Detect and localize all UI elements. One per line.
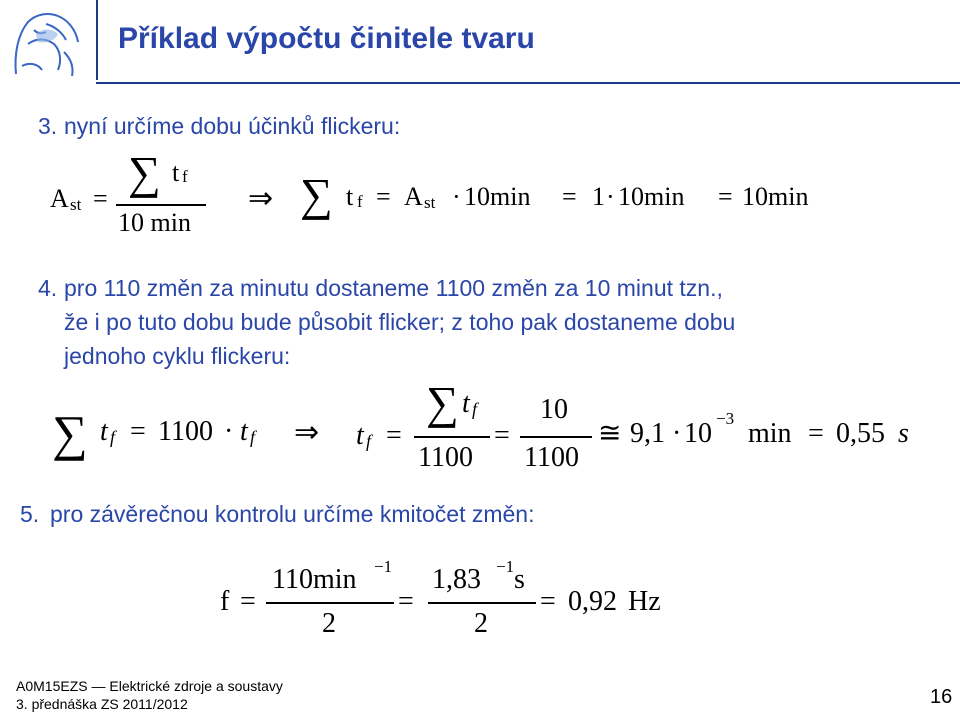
eq2-sub: f	[110, 427, 116, 447]
item-4-line-1: pro 110 změn za minutu dostaneme 1100 změn za 10 minut tzn.,	[64, 275, 723, 301]
eq2-dot: ·	[224, 416, 234, 447]
eq1-lhs-sub: st	[70, 195, 82, 214]
eq2-pow-exp: −3	[716, 409, 735, 428]
item-3-number: 3.	[38, 113, 58, 139]
eq1-r-v3: 10min	[742, 182, 809, 211]
eq2-eq4: =	[808, 418, 824, 449]
eq3-fr1-den: 2	[322, 608, 336, 639]
eq1-r-v1: 10min	[464, 182, 531, 211]
eq1-r-tsub: f	[357, 192, 363, 211]
item-4-number: 4.	[38, 275, 58, 301]
eq3-fr1-num: 110min	[272, 564, 357, 595]
eq2-unit: min	[748, 418, 792, 449]
eq1-r-v2: 10min	[618, 182, 685, 211]
item-3-text: nyní určíme dobu účinků flickeru:	[64, 113, 401, 139]
eq1-r-dot2: ·	[606, 182, 615, 211]
eq1-sum-sign: ∑	[128, 147, 161, 198]
eq2-fr1-sum: ∑	[426, 377, 459, 428]
eq2-fr2-den: 1100	[524, 442, 579, 473]
eq3-fr2-den: 2	[474, 608, 488, 639]
eq1-r-dot1: ·	[452, 182, 461, 211]
eq2-dot2: ·	[672, 418, 682, 449]
eq3-fr1-exp: −1	[374, 557, 393, 576]
eq3-eq2: =	[398, 586, 414, 617]
eq2-val2: 0,55	[836, 418, 885, 449]
item-4-line-3: jednoho cyklu flickeru:	[64, 343, 291, 369]
implies-icon-2: ⇒	[294, 416, 320, 449]
eq2-eq3: =	[494, 420, 510, 451]
eq2-sum-sign: ∑	[52, 405, 88, 461]
eq1-num-sub: f	[182, 167, 188, 186]
eq3-eq3: =	[540, 586, 556, 617]
eq3-fr2-bar	[428, 602, 536, 604]
eq2-t2: t	[240, 416, 248, 447]
eq1-r-t: t	[346, 182, 354, 211]
eq2-sub2: f	[250, 427, 256, 447]
eq3-f: f	[220, 586, 230, 617]
eq1-denominator: 10 min	[118, 208, 191, 237]
eq1-r-eq1: =	[376, 182, 391, 211]
eq2-sub3: f	[366, 431, 372, 451]
eq1-lhs-a: A	[50, 184, 69, 213]
eq2-pow-base: 10	[684, 418, 712, 449]
eq2-fr1-sub: f	[472, 399, 478, 419]
eq2-approx: ≅	[598, 418, 622, 449]
page-number: 16	[930, 686, 953, 708]
eq2-eq: =	[130, 416, 146, 447]
eq1-r-eq2: =	[562, 182, 577, 211]
eq2-fr1-t: t	[462, 388, 470, 419]
page-title: Příklad výpočtu činitele tvaru	[118, 22, 535, 55]
item-5-number: 5.	[20, 501, 40, 527]
footer-lecture: 3. přednáška ZS 2011/2012	[16, 696, 188, 712]
eq3-fr2-unit: s	[514, 564, 525, 595]
eq3-fr2-num: 1,83	[432, 564, 481, 595]
eq1-eq: =	[93, 184, 108, 213]
eq3-eq1: =	[240, 586, 256, 617]
implies-icon: ⇒	[248, 182, 274, 215]
eq2-t3: t	[356, 420, 364, 451]
eq1-num-t: t	[172, 158, 180, 187]
eq2-eq2: =	[386, 420, 402, 451]
eq1-r-eq3: =	[718, 182, 733, 211]
eq2-t: t	[100, 416, 108, 447]
eq1-r-a: A	[404, 182, 423, 211]
eq1-r-sum: ∑	[300, 169, 333, 220]
eq3-unit: Hz	[628, 586, 661, 617]
item-5-text: pro závěrečnou kontrolu určíme kmitočet změn:	[50, 501, 535, 527]
eq1-r-one: 1	[592, 182, 605, 211]
eq3-fr2-exp: −1	[496, 557, 515, 576]
eq3-fr1-bar	[266, 602, 394, 604]
eq2-fr2-num: 10	[540, 394, 568, 425]
eq3-val: 0,92	[568, 586, 617, 617]
eq2-fr1-den: 1100	[418, 442, 473, 473]
eq2-coefficient: 1100	[158, 416, 213, 447]
item-4-line-2: že i po tuto dobu bude působit flicker; z toho pak dostaneme dobu	[64, 309, 736, 335]
eq1-r-asub: st	[424, 193, 436, 212]
footer-course: A0M15EZS — Elektrické zdroje a soustavy	[16, 678, 283, 694]
eq2-val: 9,1	[630, 418, 665, 449]
eq2-unit2: s	[898, 418, 909, 449]
